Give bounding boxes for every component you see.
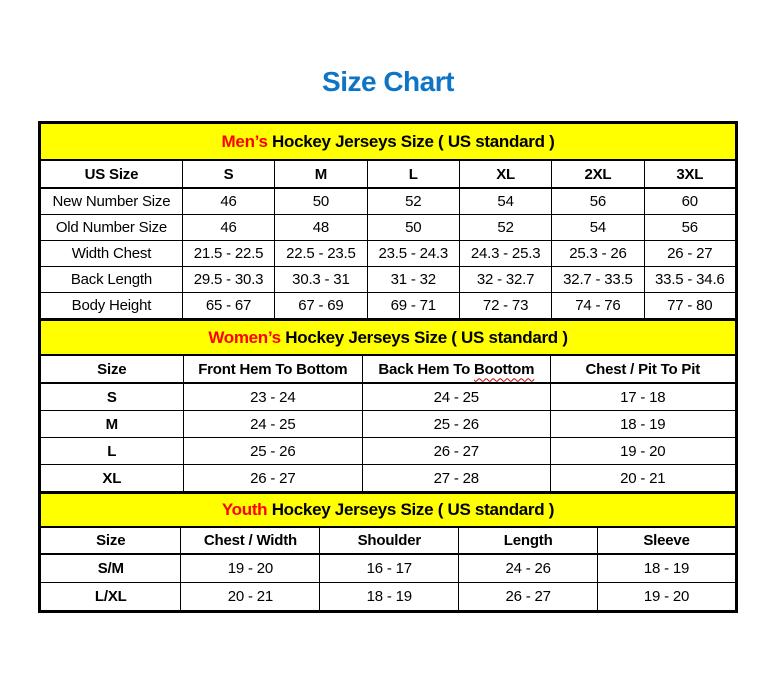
value-cell: 69 - 71 bbox=[367, 293, 459, 320]
table-row bbox=[40, 554, 737, 583]
value-cell: 24 - 26 bbox=[459, 554, 598, 583]
value-cell: 67 - 69 bbox=[275, 293, 367, 320]
value-cell: 74 - 76 bbox=[552, 293, 644, 320]
section-title-accent: Women’s bbox=[208, 327, 281, 347]
column-header-row bbox=[40, 355, 737, 383]
column-header-row bbox=[40, 160, 737, 188]
column-header-cell: L bbox=[367, 160, 459, 188]
value-cell: 56 bbox=[644, 215, 736, 241]
value-cell: 26 - 27 bbox=[363, 438, 550, 465]
table-row bbox=[40, 188, 737, 215]
value-cell: 50 bbox=[367, 215, 459, 241]
column-header-cell: XL bbox=[459, 160, 551, 188]
row-label-cell: L/XL bbox=[40, 583, 181, 612]
row-label-cell: New Number Size bbox=[40, 188, 183, 215]
column-header-cell: Front Hem To Bottom bbox=[183, 355, 362, 383]
row-label-cell: M bbox=[40, 411, 184, 438]
column-header-row bbox=[40, 527, 737, 554]
column-header-cell: Shoulder bbox=[320, 527, 459, 554]
value-cell: 20 - 21 bbox=[550, 465, 736, 493]
table-row bbox=[40, 383, 737, 411]
section-title-row bbox=[40, 320, 737, 356]
mens-size-table bbox=[38, 121, 738, 321]
value-cell: 18 - 19 bbox=[550, 411, 736, 438]
column-header-cell: 3XL bbox=[644, 160, 736, 188]
section-title-rest: Hockey Jerseys Size ( US standard ) bbox=[280, 327, 568, 347]
value-cell: 22.5 - 23.5 bbox=[275, 241, 367, 267]
row-label-cell: Old Number Size bbox=[40, 215, 183, 241]
value-cell: 26 - 27 bbox=[183, 465, 362, 493]
size-tables-container bbox=[38, 121, 738, 613]
column-header-cell bbox=[363, 355, 550, 383]
value-cell: 19 - 20 bbox=[598, 583, 737, 612]
value-cell: 18 - 19 bbox=[598, 554, 737, 583]
misspelled-word: Boottom bbox=[474, 360, 535, 378]
column-header-text: Back Hem To bbox=[378, 360, 474, 378]
section-title-rest: Hockey Jerseys Size ( US standard ) bbox=[267, 131, 555, 151]
value-cell: 54 bbox=[459, 188, 551, 215]
column-header-cell: Size bbox=[40, 527, 181, 554]
value-cell: 18 - 19 bbox=[320, 583, 459, 612]
section-title bbox=[40, 320, 737, 356]
womens-size-table bbox=[38, 318, 738, 494]
value-cell: 16 - 17 bbox=[320, 554, 459, 583]
column-header-cell: M bbox=[275, 160, 367, 188]
value-cell: 52 bbox=[459, 215, 551, 241]
value-cell: 33.5 - 34.6 bbox=[644, 267, 736, 293]
section-title bbox=[40, 123, 737, 161]
section-title-accent: Youth bbox=[221, 500, 268, 519]
column-header-cell: 2XL bbox=[552, 160, 644, 188]
value-cell: 20 - 21 bbox=[181, 583, 320, 612]
value-cell: 25 - 26 bbox=[363, 411, 550, 438]
value-cell: 65 - 67 bbox=[182, 293, 274, 320]
value-cell: 25 - 26 bbox=[183, 438, 362, 465]
row-label-cell: S bbox=[40, 383, 184, 411]
section-title-rest: Hockey Jerseys Size ( US standard ) bbox=[267, 500, 555, 519]
value-cell: 19 - 20 bbox=[181, 554, 320, 583]
table-row bbox=[40, 293, 737, 320]
value-cell: 46 bbox=[182, 188, 274, 215]
value-cell: 50 bbox=[275, 188, 367, 215]
column-header-cell: Chest / Pit To Pit bbox=[550, 355, 736, 383]
value-cell: 23.5 - 24.3 bbox=[367, 241, 459, 267]
value-cell: 27 - 28 bbox=[363, 465, 550, 493]
table-row bbox=[40, 241, 737, 267]
row-label-cell: L bbox=[40, 438, 184, 465]
row-label-cell: S/M bbox=[40, 554, 181, 583]
table-row bbox=[40, 215, 737, 241]
value-cell: 19 - 20 bbox=[550, 438, 736, 465]
value-cell: 25.3 - 26 bbox=[552, 241, 644, 267]
page-title: Size Chart bbox=[322, 66, 454, 97]
value-cell: 24 - 25 bbox=[363, 383, 550, 411]
value-cell: 29.5 - 30.3 bbox=[182, 267, 274, 293]
value-cell: 32.7 - 33.5 bbox=[552, 267, 644, 293]
value-cell: 48 bbox=[275, 215, 367, 241]
section-title bbox=[40, 493, 737, 528]
row-label-cell: Body Height bbox=[40, 293, 183, 320]
table-row bbox=[40, 438, 737, 465]
value-cell: 26 - 27 bbox=[644, 241, 736, 267]
youth-size-table bbox=[38, 491, 738, 613]
column-header-cell: Sleeve bbox=[598, 527, 737, 554]
value-cell: 32 - 32.7 bbox=[459, 267, 551, 293]
column-header-cell: Length bbox=[459, 527, 598, 554]
section-title-row bbox=[40, 493, 737, 528]
value-cell: 26 - 27 bbox=[459, 583, 598, 612]
value-cell: 17 - 18 bbox=[550, 383, 736, 411]
table-row bbox=[40, 267, 737, 293]
value-cell: 60 bbox=[644, 188, 736, 215]
section-title-accent: Men’s bbox=[221, 131, 268, 151]
value-cell: 31 - 32 bbox=[367, 267, 459, 293]
table-row bbox=[40, 583, 737, 612]
row-label-cell: Back Length bbox=[40, 267, 183, 293]
value-cell: 52 bbox=[367, 188, 459, 215]
column-header-cell: Size bbox=[40, 355, 184, 383]
value-cell: 77 - 80 bbox=[644, 293, 736, 320]
value-cell: 23 - 24 bbox=[183, 383, 362, 411]
column-header-cell: US Size bbox=[40, 160, 183, 188]
value-cell: 21.5 - 22.5 bbox=[182, 241, 274, 267]
column-header-cell: S bbox=[182, 160, 274, 188]
value-cell: 56 bbox=[552, 188, 644, 215]
value-cell: 46 bbox=[182, 215, 274, 241]
row-label-cell: Width Chest bbox=[40, 241, 183, 267]
value-cell: 72 - 73 bbox=[459, 293, 551, 320]
section-title-row bbox=[40, 123, 737, 161]
value-cell: 30.3 - 31 bbox=[275, 267, 367, 293]
value-cell: 24.3 - 25.3 bbox=[459, 241, 551, 267]
value-cell: 54 bbox=[552, 215, 644, 241]
column-header-cell: Chest / Width bbox=[181, 527, 320, 554]
table-row bbox=[40, 411, 737, 438]
value-cell: 24 - 25 bbox=[183, 411, 362, 438]
row-label-cell: XL bbox=[40, 465, 184, 493]
table-row bbox=[40, 465, 737, 493]
